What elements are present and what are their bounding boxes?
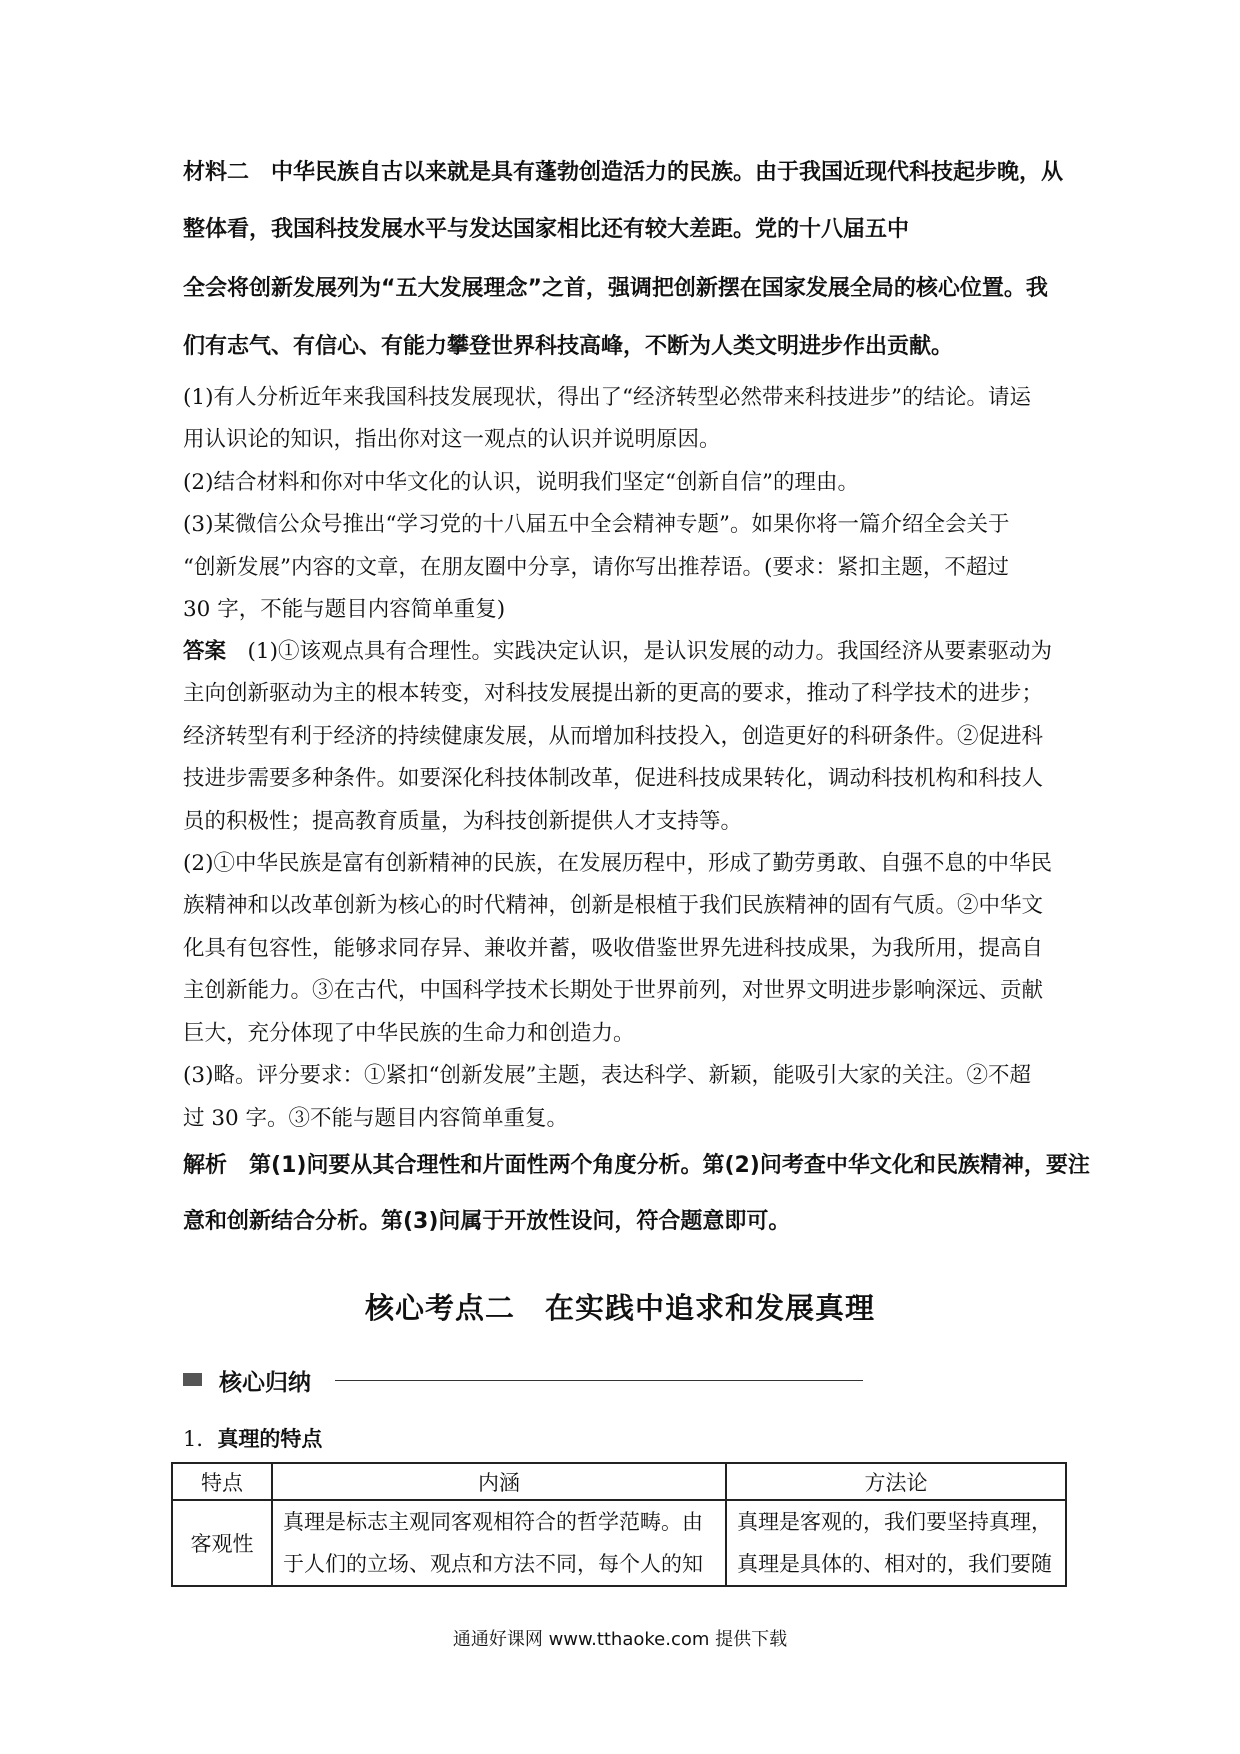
question-line: (2)结合材料和你对中华文化的认识，说明我们坚定“创新自信”的理由。	[183, 470, 859, 495]
question-line: (1)有人分析近年来我国科技发展现状，得出了“经济转型必然带来科技进步”的结论。请运	[183, 385, 1031, 410]
question-line: 30 字，不能与题目内容简单重复)	[183, 597, 506, 622]
material-line: 全会将创新发展列为“五大发展理念”之首，强调把创新摆在国家发展全局的核心位置。我	[183, 276, 1048, 301]
truth-features-table	[171, 1462, 1067, 1587]
heading-rule	[335, 1380, 863, 1381]
material-line: 材料二 中华民族自古以来就是具有蓬勃创造活力的民族。由于我国近现代科技起步晚，从	[183, 160, 1064, 185]
answer-line: (2)①中华民族是富有创新精神的民族，在发展历程中，形成了勤劳勇敢、自强不息的中华民	[183, 851, 1052, 876]
subheading	[183, 1423, 322, 1453]
subheading-title: 真理的特点	[217, 1427, 323, 1451]
subheading-number: 1．	[183, 1427, 218, 1451]
answer-line: 族精神和以改革创新为核心的时代精神，创新是根植于我们民族精神的固有气质。②中华文	[183, 893, 1044, 918]
answer-text: (1)①该观点具有合理性。实践决定认识，是认识发展的动力。我国经济从要素驱动为	[247, 639, 1052, 664]
answer-line: (3)略。评分要求：①紧扣“创新发展”主题，表达科学、新颖，能吸引大家的关注。②不超	[183, 1063, 1031, 1088]
answer-first-line	[183, 634, 1052, 665]
analysis-line: 意和创新结合分析。第(3)问属于开放性设问，符合题意即可。	[183, 1209, 791, 1234]
meaning-cell	[272, 1500, 726, 1586]
page-footer: 通通好课网 www.tthaoke.com 提供下载	[452, 1629, 788, 1650]
answer-line: 经济转型有利于经济的持续健康发展，从而增加科技投入，创造更好的科研条件。②促进科	[183, 724, 1044, 749]
table-header-row	[172, 1463, 1066, 1500]
answer-line: 员的积极性；提高教育质量，为科技创新提供人才支持等。	[183, 809, 743, 834]
section-title: 核心考点二 在实践中追求和发展真理	[364, 1291, 875, 1325]
method-line: 真理是客观的，我们要坚持真理，	[737, 1510, 1052, 1534]
analysis-text: 第(1)问要从其合理性和片面性两个角度分析。第(2)问考查中华文化和民族精神，要注	[249, 1153, 1090, 1178]
answer-line: 主创新能力。③在古代，中国科学技术长期处于世界前列，对世界文明进步影响深远、贡献	[183, 978, 1044, 1003]
answer-line: 化具有包容性，能够求同存异、兼收并蓄，吸收借鉴世界先进科技成果，为我所用，提高自	[183, 936, 1044, 961]
material-line: 们有志气、有信心、有能力攀登世界科技高峰，不断为人类文明进步作出贡献。	[183, 334, 954, 359]
meaning-line: 于人们的立场、观点和方法不同，每个人的知	[283, 1552, 703, 1576]
method-cell	[726, 1500, 1066, 1586]
answer-line: 巨大，充分体现了中华民族的生命力和创造力。	[183, 1021, 635, 1046]
analysis-first-line	[183, 1148, 1090, 1179]
material-line: 整体看，我国科技发展水平与发达国家相比还有较大差距。党的十八届五中	[183, 217, 910, 242]
answer-line: 过 30 字。③不能与题目内容简单重复。	[183, 1106, 569, 1131]
question-line: “创新发展”内容的文章，在朋友圈中分享，请你写出推荐语。(要求：紧扣主题，不超过	[183, 555, 1009, 580]
table-header: 特点	[172, 1463, 272, 1500]
meaning-line: 真理是标志主观同客观相符合的哲学范畴。由	[283, 1510, 703, 1534]
method-line: 真理是具体的、相对的，我们要随	[737, 1552, 1052, 1576]
core-summary-label: 核心归纳	[219, 1370, 311, 1396]
table-row	[172, 1500, 1066, 1586]
square-bullet-icon	[183, 1373, 202, 1386]
analysis-label: 解析	[183, 1153, 228, 1178]
feature-cell: 客观性	[172, 1500, 272, 1586]
answer-line: 技进步需要多种条件。如要深化科技体制改革，促进科技成果转化，调动科技机构和科技人	[183, 766, 1044, 791]
table-header: 内涵	[272, 1463, 726, 1500]
answer-label: 答案	[183, 639, 227, 664]
table-header: 方法论	[726, 1463, 1066, 1500]
answer-line: 主向创新驱动为主的根本转变，对科技发展提出新的更高的要求，推动了科学技术的进步；	[183, 681, 1044, 706]
question-line: 用认识论的知识，指出你对这一观点的认识并说明原因。	[183, 427, 721, 452]
question-line: (3)某微信公众号推出“学习党的十八届五中全会精神专题”。如果你将一篇介绍全会关于	[183, 512, 1010, 537]
